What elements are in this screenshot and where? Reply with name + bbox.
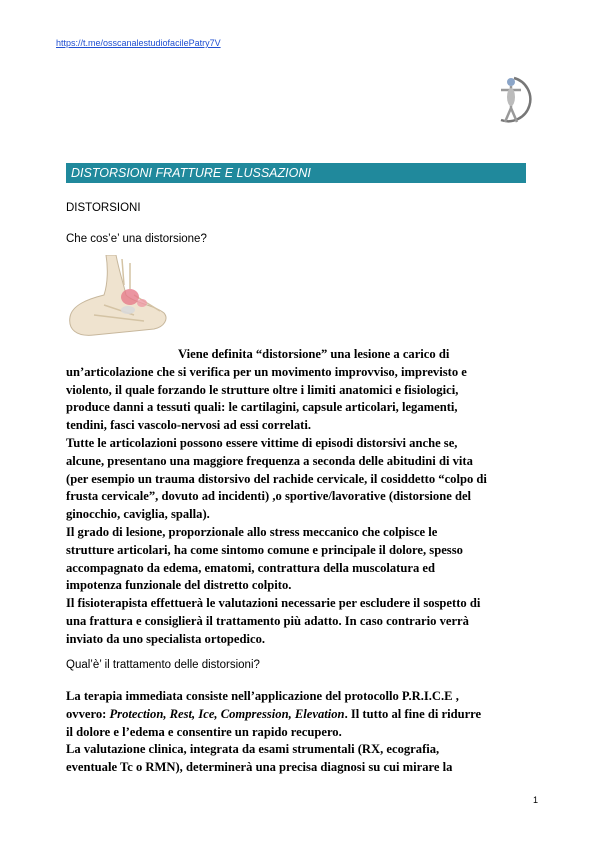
paragraph-line: impotenza funzionale del distretto colpito. (66, 578, 292, 593)
paragraph-line: alcune, presentano una maggiore frequenza a seconda delle abitudini di vita (66, 453, 473, 468)
text-fragment: . Il tutto al fine di ridurre (344, 706, 482, 721)
price-protocol-italic: Protection, Rest, Ice, Compression, Elevation (109, 706, 345, 721)
question-heading: Che cos’e’ una distorsione? (66, 233, 207, 245)
paragraph-line: una frattura e consiglierà il trattamento più adatto. In caso contrario verrà (66, 613, 469, 628)
paragraph-line: Tutte le articolazioni possono essere vittime di episodi distorsivi anche se, (66, 435, 458, 450)
section-heading-distorsioni: DISTORSIONI (66, 202, 141, 214)
paragraph-line: frusta cervicale”, dovuto ad incidenti) ,o sportive/lavorative (distorsione del (66, 489, 472, 504)
paragraph-line: produce danni a tessuti quali: le cartilagini, capsule articolari, legamenti, (66, 400, 458, 415)
paragraph-line: tendini, fasci vascolo-nervosi ad essi correlati. (66, 418, 311, 433)
logo-icon (484, 72, 538, 126)
paragraph-line: il dolore e l’edema e consentire un rapido recupero. (66, 724, 342, 739)
ankle-illustration-icon (64, 255, 174, 345)
paragraph-line (66, 706, 536, 724)
paragraph-line: La valutazione clinica, integrata da esami strumentali (RX, ecografia, (66, 742, 440, 757)
treatment-heading: Qual’è’ il trattamento delle distorsioni? (66, 659, 260, 671)
paragraph-definition (66, 346, 536, 649)
page-number: 1 (533, 795, 539, 805)
paragraph-line: strutture articolari, ha come sintomo comune e principale il dolore, spesso (66, 542, 463, 557)
paragraph-line: La terapia immediata consiste nell’applicazione del protocollo P.R.I.C.E , (66, 689, 459, 703)
paragraph-line: violento, il quale forzando le strutture oltre i limiti anatomici e fisiologici, (66, 382, 459, 397)
paragraph-line: un’articolazione che si verifica per un movimento improvviso, imprevisto e (66, 364, 467, 379)
paragraph-line: Viene definita “distorsione” una lesione a carico di (178, 347, 450, 361)
paragraph-line: eventuale Tc o RMN), determinerà una precisa diagnosi su cui mirare la (66, 760, 453, 775)
paragraph-line: Il grado di lesione, proporzionale allo stress meccanico che colpisce le (66, 524, 438, 539)
section-banner: DISTORSIONI FRATTURE E LUSSAZIONI (66, 163, 526, 183)
paragraph-line: accompagnato da edema, ematomi, contrattura della muscolatura ed (66, 560, 436, 575)
paragraph-line: Il fisioterapista effettuerà le valutazioni necessarie per escludere il sospetto di (66, 596, 481, 611)
paragraph-line: inviato da uno specialista ortopedico. (66, 631, 266, 646)
paragraph-treatment (66, 688, 536, 777)
paragraph-line: ginocchio, caviglia, spalla). (66, 507, 210, 522)
telegram-link[interactable]: https://t.me/osscanalestudiofacilePatry7V (56, 38, 221, 48)
text-fragment: ovvero: (66, 706, 110, 721)
paragraph-line: (per esempio un trauma distorsivo del rachide cervicale, il cosiddetto “colpo di (66, 471, 487, 486)
